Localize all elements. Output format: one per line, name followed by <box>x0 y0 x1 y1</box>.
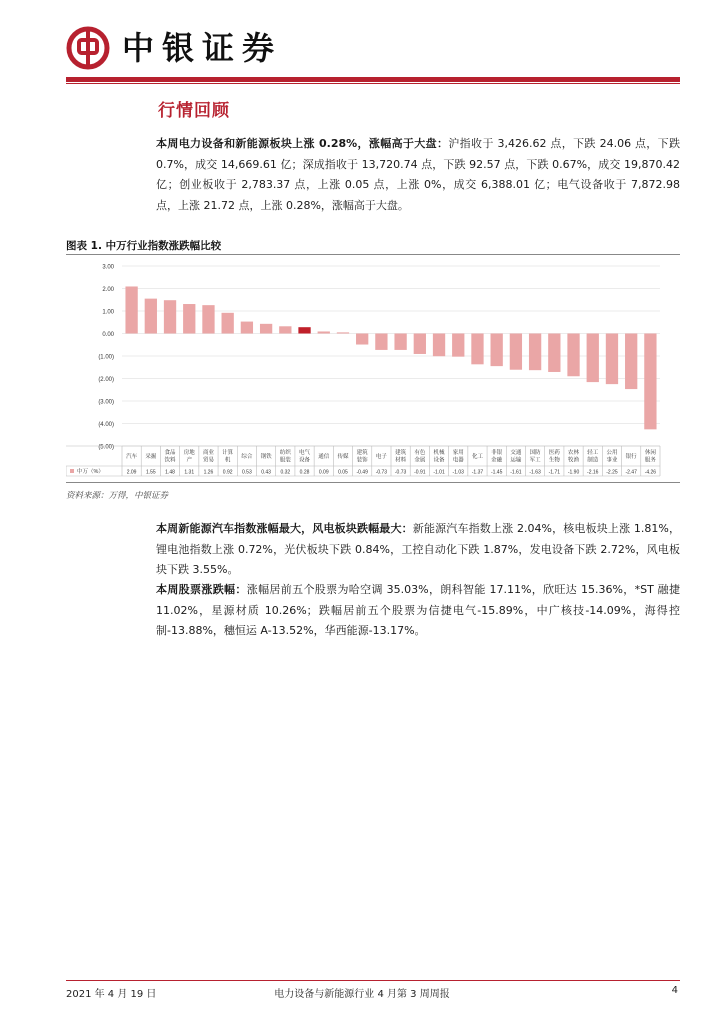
y-tick-label: (5.00) <box>98 444 114 451</box>
data-label: -1.45 <box>490 469 503 476</box>
data-label: 0.53 <box>242 469 252 476</box>
paragraph-lead: 本周股票涨跌幅： <box>156 583 247 596</box>
x-tick-label: 家用电器 <box>452 450 464 464</box>
data-label: -0.73 <box>394 469 407 476</box>
paragraph-body: 沪指收于 3,426.62 点，下跌 24.06 点，下跌 0.7%，成交 14,669.61 亿；深成指收于 13,720.74 点，下跌 92.57 点，下跌 0.67%，成交 19,870.42 亿；创业板收于 2,783.37 点，上涨 0.05 点，上涨 0%，成交 6,388.01 亿；电气设备收于 7,872.98 点，上涨 21.72 点，上涨 0.28%，涨幅高于大盘。 <box>156 137 680 212</box>
legend-swatch <box>70 469 74 473</box>
stock-movers-paragraph <box>156 580 680 642</box>
x-tick-label: 综合 <box>241 454 253 460</box>
page-header <box>0 0 724 84</box>
x-tick-label: 有色金属 <box>414 450 426 464</box>
bar <box>164 300 176 333</box>
market-review-paragraph <box>156 134 680 216</box>
bar <box>452 334 464 357</box>
figure-rule-top <box>66 254 680 255</box>
data-label: 2.09 <box>126 469 137 476</box>
bar <box>241 322 253 334</box>
data-label: 0.92 <box>222 469 233 476</box>
x-tick-label: 食品饮料 <box>164 450 176 464</box>
y-tick-label: 0.00 <box>102 332 114 338</box>
bar <box>202 305 214 333</box>
paragraph-body: 新能源汽车指数上涨 2.04%，核电板块上涨 1.81%，锂电池指数上涨 0.72%，光伏板块下跌 0.84%，工控自动化下跌 1.87%，发电设备下跌 2.72%，风电板块下跌 3.55%。 <box>156 522 680 576</box>
x-tick-label: 纺织服装 <box>279 450 291 464</box>
bank-of-china-logo-icon <box>66 26 110 70</box>
data-label: -0.49 <box>356 469 368 476</box>
bar <box>433 334 445 357</box>
x-tick-label: 国防军工 <box>529 450 541 464</box>
header-rule <box>66 77 680 82</box>
footer-title: 电力设备与新能源行业 4 月第 3 周周报 <box>274 989 450 1000</box>
bar <box>414 334 426 354</box>
bar <box>318 331 330 333</box>
bar <box>491 334 503 367</box>
data-label: -0.91 <box>414 469 426 476</box>
bar <box>145 299 157 334</box>
x-tick-label: 钢铁 <box>260 454 272 460</box>
data-label: -1.37 <box>471 469 484 476</box>
x-tick-label: 非银金融 <box>491 450 503 464</box>
figure-title: 图表 1. 中万行业指数涨跌幅比较 <box>66 240 222 252</box>
x-tick-label: 建筑装饰 <box>356 450 368 464</box>
section-title: 行情回顾 <box>158 101 230 121</box>
legend-label: 中万（%） <box>77 469 104 476</box>
y-tick-label: (2.00) <box>98 377 114 383</box>
data-label: -1.90 <box>567 469 580 476</box>
sector-performance-paragraph <box>156 519 680 581</box>
bar <box>529 334 541 371</box>
header-rule-thin <box>66 83 680 84</box>
paragraph-lead: 本周电力设备和新能源板块上涨 0.28%，涨幅高于大盘： <box>156 137 449 150</box>
data-label: 1.26 <box>203 469 214 476</box>
bar <box>183 304 195 333</box>
x-tick-label: 银行 <box>625 454 637 460</box>
industry-index-bar-chart <box>66 256 680 482</box>
data-label: 1.31 <box>184 469 195 476</box>
data-label: -2.16 <box>587 469 599 476</box>
bar <box>125 286 137 333</box>
brand-name: 中银证券 <box>122 29 283 67</box>
x-tick-label: 公用事业 <box>606 450 618 464</box>
data-label: -1.63 <box>529 469 541 476</box>
x-tick-label: 农林牧渔 <box>568 450 580 464</box>
x-tick-label: 建筑材料 <box>395 450 407 464</box>
data-label: 0.05 <box>338 469 348 476</box>
y-tick-label: 2.00 <box>102 287 114 293</box>
x-tick-label: 采掘 <box>145 454 157 460</box>
y-tick-label: (4.00) <box>98 422 114 428</box>
bar <box>644 334 656 430</box>
x-tick-label: 汽车 <box>126 454 138 460</box>
data-label: -1.71 <box>548 469 561 476</box>
x-tick-label: 交通运输 <box>510 450 522 464</box>
figure-rule-bottom <box>66 482 680 483</box>
x-tick-label: 商业贸易 <box>202 450 214 464</box>
data-label: 1.48 <box>165 469 175 476</box>
bar <box>222 313 234 334</box>
y-tick-label: 1.00 <box>102 309 114 316</box>
bar <box>625 334 637 390</box>
paragraph-lead: 本周新能源汽车指数涨幅最大，风电板块跌幅最大： <box>156 522 413 535</box>
data-label: -1.61 <box>510 469 522 476</box>
data-label: -2.25 <box>606 469 618 476</box>
bar <box>356 334 368 345</box>
x-tick-label: 医药生物 <box>548 450 560 464</box>
bar <box>471 334 483 365</box>
bar <box>337 332 349 333</box>
x-tick-label: 轻工制造 <box>587 450 599 464</box>
x-tick-label: 休闲服务 <box>644 450 656 464</box>
footer-date: 2021 年 4 月 19 日 <box>66 989 157 1000</box>
data-label: 0.43 <box>261 469 271 476</box>
bar <box>567 334 579 377</box>
bar <box>375 334 387 350</box>
x-tick-label: 通信 <box>318 454 330 460</box>
y-tick-label: (1.00) <box>98 354 114 361</box>
y-tick-label: 3.00 <box>102 264 114 271</box>
data-label: 0.32 <box>280 469 291 476</box>
x-tick-label: 传媒 <box>337 454 349 460</box>
bar <box>279 326 291 333</box>
data-label: -1.01 <box>433 469 445 476</box>
x-tick-label: 电子 <box>375 454 387 460</box>
bar <box>394 334 406 350</box>
data-label: -2.47 <box>625 469 637 476</box>
bar <box>587 334 599 383</box>
data-label: 1.55 <box>145 469 156 476</box>
data-label: 0.28 <box>299 469 310 476</box>
x-tick-label: 机械设备 <box>433 450 445 464</box>
page-number: 4 <box>671 985 678 996</box>
data-label: -1.03 <box>452 469 464 476</box>
footer-rule <box>66 980 680 981</box>
bar <box>298 327 310 333</box>
data-label: -4.26 <box>644 469 657 476</box>
data-label: -0.73 <box>375 469 388 476</box>
paragraph-body: 涨幅居前五个股票为哈空调 35.03%，朗科智能 17.11%，欣旺达 15.36%，*ST 融捷 11.02%，星源材质 10.26%；跌幅居前五个股票为信捷电气-15.89%，中广核技-14.09%，海得控制-13.88%，穗恒运 A-13.52%，华西能源-13.17%。 <box>156 583 680 637</box>
bar <box>548 334 560 372</box>
bar <box>510 334 522 370</box>
x-tick-label: 电气设备 <box>299 450 311 464</box>
bar <box>606 334 618 385</box>
figure-source: 资料来源：万得，中银证券 <box>66 491 169 501</box>
x-tick-label: 化工 <box>471 454 483 460</box>
data-label: 0.09 <box>318 469 329 476</box>
x-tick-label: 房地产 <box>183 450 195 464</box>
y-tick-label: (3.00) <box>98 399 114 406</box>
x-tick-label: 计算机 <box>222 450 234 464</box>
bar <box>260 324 272 334</box>
